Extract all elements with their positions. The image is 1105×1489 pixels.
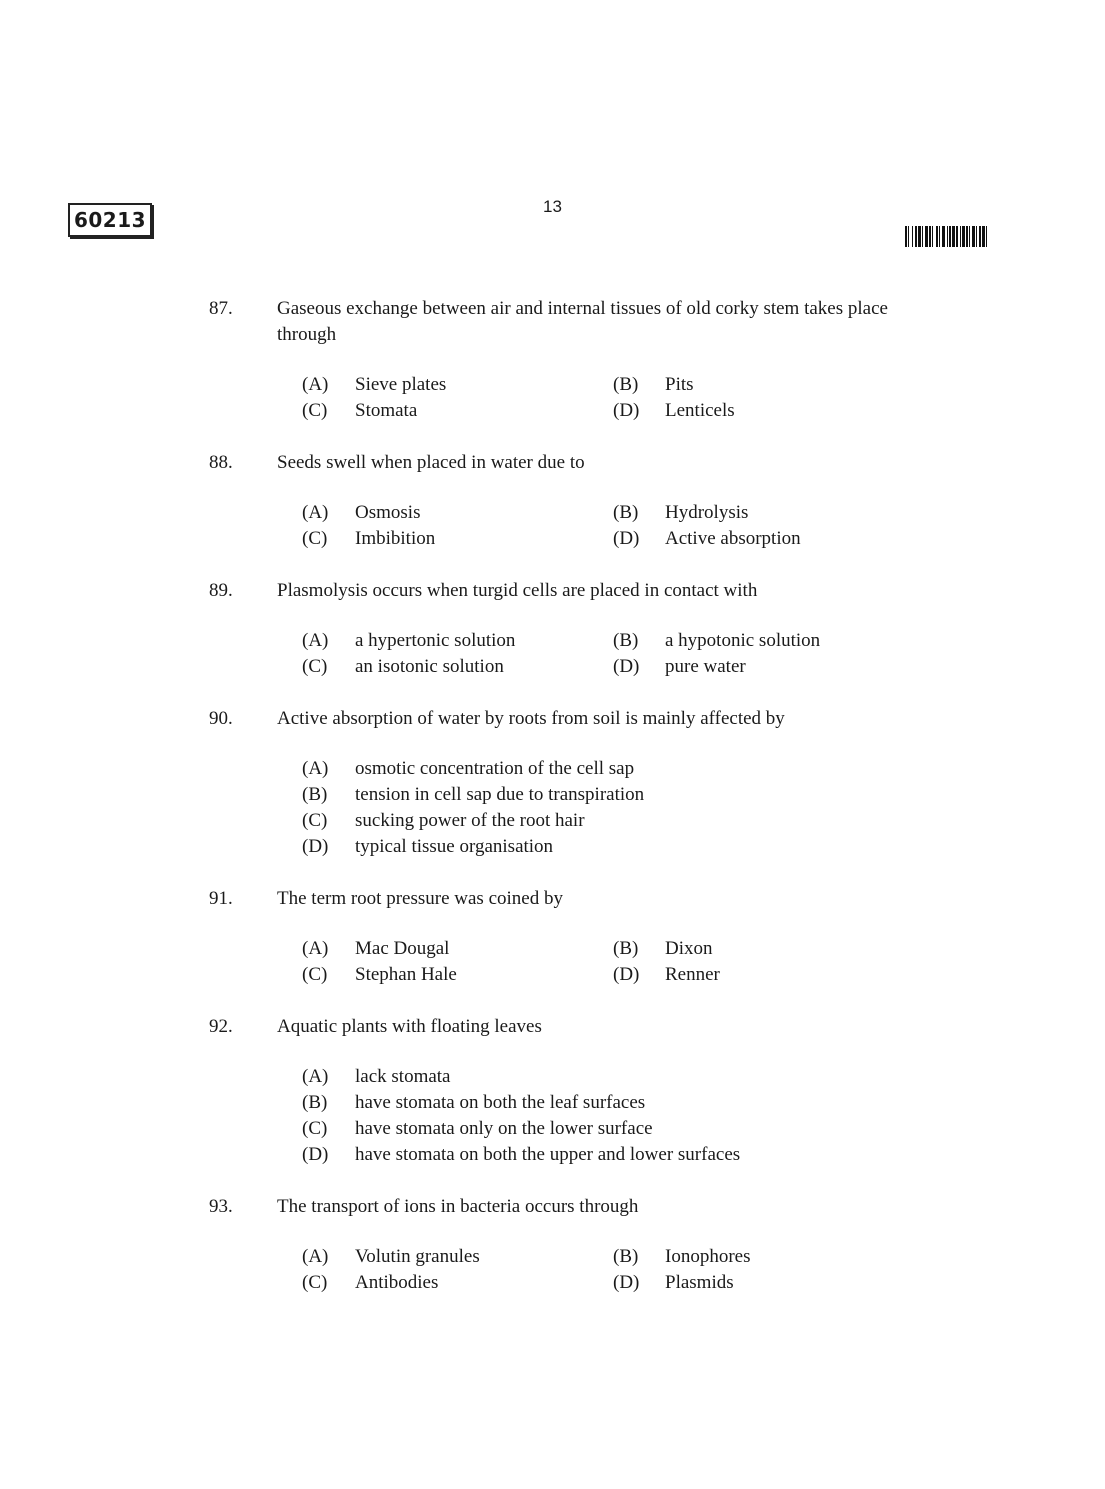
option-text: Stomata <box>355 400 418 421</box>
option-text: Mac Dougal <box>355 938 450 959</box>
option-list <box>0 500 1105 552</box>
option-text: tension in cell sap due to transpiration <box>355 784 645 805</box>
option-label: (B) <box>613 1246 639 1267</box>
option-label: (A) <box>302 374 329 395</box>
option-list <box>0 1244 1105 1296</box>
option-text: have stomata on both the leaf surfaces <box>355 1092 646 1113</box>
option-label: (D) <box>613 656 640 677</box>
option-text: pure water <box>665 656 746 677</box>
question-item <box>0 578 1105 680</box>
question-item <box>0 1194 1105 1296</box>
option-text: Imbibition <box>355 528 436 549</box>
question-number: 92. <box>209 1016 233 1037</box>
question-number: 89. <box>209 580 233 601</box>
question-number: 90. <box>209 708 233 729</box>
option-text: osmotic concentration of the cell sap <box>355 758 635 779</box>
question-item <box>0 1014 1105 1168</box>
question-text: Aquatic plants with floating leaves <box>277 1016 542 1037</box>
option-row <box>0 1090 1105 1116</box>
option-text: have stomata on both the upper and lower surfaces <box>355 1144 741 1165</box>
option-row <box>0 782 1105 808</box>
option-text: a hypertonic solution <box>355 630 516 651</box>
question-text: The term root pressure was coined by <box>277 888 563 909</box>
option-row <box>0 936 1105 962</box>
option-text: Sieve plates <box>355 374 447 395</box>
question-item <box>0 886 1105 988</box>
option-label: (C) <box>302 964 328 985</box>
option-label: (A) <box>302 758 329 779</box>
option-text: Hydrolysis <box>665 502 749 523</box>
option-label: (B) <box>613 630 639 651</box>
option-label: (D) <box>613 1272 640 1293</box>
option-row <box>0 962 1105 988</box>
question-item <box>0 450 1105 552</box>
question-text: Plasmolysis occurs when turgid cells are placed in contact with <box>277 580 758 601</box>
option-label: (C) <box>302 1118 328 1139</box>
option-text: Ionophores <box>665 1246 751 1267</box>
option-label: (C) <box>302 400 328 421</box>
option-text: sucking power of the root hair <box>355 810 585 831</box>
option-text: Pits <box>665 374 694 395</box>
option-row <box>0 526 1105 552</box>
question-item <box>0 706 1105 860</box>
option-text: typical tissue organisation <box>355 836 554 857</box>
option-row <box>0 628 1105 654</box>
option-text: have stomata only on the lower surface <box>355 1118 653 1139</box>
option-list <box>0 372 1105 424</box>
option-label: (D) <box>613 964 640 985</box>
option-row <box>0 756 1105 782</box>
question-number: 91. <box>209 888 233 909</box>
option-text: Antibodies <box>355 1272 439 1293</box>
option-row <box>0 372 1105 398</box>
option-label: (D) <box>302 836 329 857</box>
option-row <box>0 834 1105 860</box>
option-label: (D) <box>302 1144 329 1165</box>
option-text: an isotonic solution <box>355 656 504 677</box>
option-row <box>0 1142 1105 1168</box>
option-label: (A) <box>302 502 329 523</box>
option-list <box>0 936 1105 988</box>
question-text: Seeds swell when placed in water due to <box>277 452 585 473</box>
page-number: 13 <box>543 197 562 216</box>
option-text: lack stomata <box>355 1066 451 1087</box>
option-text: Lenticels <box>665 400 735 421</box>
option-label: (C) <box>302 1272 328 1293</box>
barcode-icon <box>905 226 1037 247</box>
option-label: (A) <box>302 1066 329 1087</box>
option-row <box>0 808 1105 834</box>
option-label: (D) <box>613 400 640 421</box>
option-label: (B) <box>302 784 328 805</box>
option-label: (C) <box>302 528 328 549</box>
question-number: 88. <box>209 452 233 473</box>
option-text: Active absorption <box>665 528 801 549</box>
option-text: Dixon <box>665 938 713 959</box>
question-text: Active absorption of water by roots from soil is mainly affected by <box>277 708 785 729</box>
option-label: (B) <box>613 502 639 523</box>
option-row <box>0 398 1105 424</box>
option-text: Volutin granules <box>355 1246 480 1267</box>
option-row <box>0 1064 1105 1090</box>
option-label: (A) <box>302 938 329 959</box>
option-label: (C) <box>302 656 328 677</box>
option-row <box>0 500 1105 526</box>
option-label: (B) <box>302 1092 328 1113</box>
option-list <box>0 756 1105 860</box>
option-text: a hypotonic solution <box>665 630 821 651</box>
option-label: (C) <box>302 810 328 831</box>
option-label: (D) <box>613 528 640 549</box>
option-row <box>0 1270 1105 1296</box>
question-list <box>0 296 1105 1322</box>
question-item <box>0 296 1105 424</box>
option-row <box>0 1116 1105 1142</box>
option-text: Renner <box>665 964 720 985</box>
option-text: Plasmids <box>665 1272 734 1293</box>
option-label: (B) <box>613 938 639 959</box>
question-text: Gaseous exchange between air and internal tissues of old corky stem takes place through <box>277 298 888 345</box>
option-row <box>0 654 1105 680</box>
option-list <box>0 1064 1105 1168</box>
option-text: Osmosis <box>355 502 421 523</box>
option-row <box>0 1244 1105 1270</box>
question-number: 87. <box>209 298 233 319</box>
option-label: (B) <box>613 374 639 395</box>
option-label: (A) <box>302 1246 329 1267</box>
option-text: Stephan Hale <box>355 964 457 985</box>
question-text: The transport of ions in bacteria occurs through <box>277 1196 639 1217</box>
option-label: (A) <box>302 630 329 651</box>
paper-code: 60213 <box>68 203 152 237</box>
question-number: 93. <box>209 1196 233 1217</box>
option-list <box>0 628 1105 680</box>
